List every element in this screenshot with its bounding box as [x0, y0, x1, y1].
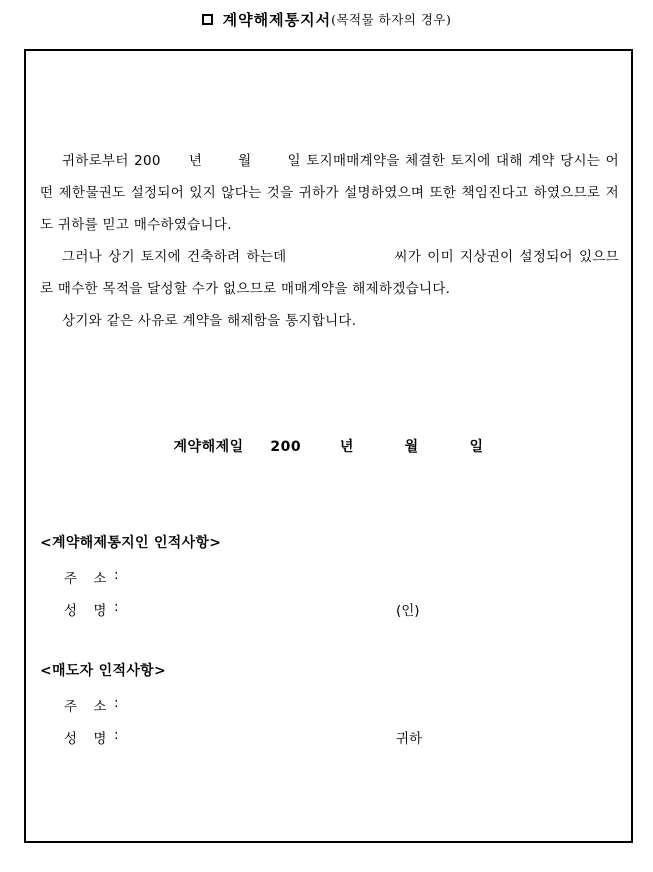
notifier-heading: <계약해제통지인 인적사항>	[40, 535, 222, 551]
seller-address-label: 주 소	[64, 699, 113, 715]
termination-month-unit: 월	[404, 439, 419, 455]
para2-intro: 그러나 상기 토지에 건축하려 하는데	[62, 249, 287, 265]
para1-month-unit: 월	[238, 153, 252, 169]
seller-name-row	[64, 727, 624, 747]
paragraph-2	[40, 241, 619, 305]
seller-heading: <매도자 인적사항>	[40, 663, 167, 679]
para1-year-unit: 년	[188, 153, 203, 169]
para1-intro: 귀하로부터 200	[62, 153, 161, 169]
seller-honorific: 귀하	[396, 731, 423, 747]
termination-year-unit: 년	[339, 439, 354, 455]
notifier-address-row	[64, 567, 624, 587]
seller-address-row	[64, 695, 624, 715]
notifier-name-row	[64, 599, 624, 619]
document-frame	[24, 49, 633, 843]
title-subtitle: (목적물 하자의 경우)	[331, 12, 452, 27]
termination-day-unit: 일	[469, 439, 484, 455]
termination-year: 200	[270, 439, 302, 455]
notifier-address-colon: :	[114, 567, 119, 583]
paragraph-1	[40, 145, 619, 241]
square-bullet-icon	[202, 14, 213, 25]
notifier-address-label: 주 소	[64, 571, 113, 587]
seller-address-colon: :	[114, 695, 119, 711]
paragraph-3: 상기와 같은 사유로 계약을 해제함을 통지합니다.	[62, 313, 357, 329]
title-main: 계약해제통지서	[222, 10, 332, 29]
notifier-seal-mark: (인)	[396, 603, 420, 619]
para2-rest: 씨가 이미 지상권이 설정되어 있으므로 매수한 목적을 달성할 수가 없으므로 매매계약을 해제하겠습니다.	[40, 249, 619, 297]
document-title	[0, 6, 653, 32]
notifier-name-colon: :	[114, 599, 119, 615]
seller-name-label: 성 명	[64, 731, 113, 747]
para1-rest: 일 토지매매계약을 체결한 토지에 대해 계약 당시는 어떤 제한물권도 설정되어 있지 않다는 것을 귀하가 설명하였으며 또한 책임진다고 하였으므로 저도 귀하를 믿고 매수하였습니다.	[40, 153, 620, 233]
notifier-name-label: 성 명	[64, 603, 113, 619]
notice-body	[40, 145, 619, 337]
seller-name-colon: :	[114, 727, 119, 743]
termination-date-label: 계약해제일	[173, 439, 244, 455]
termination-date	[26, 436, 631, 456]
